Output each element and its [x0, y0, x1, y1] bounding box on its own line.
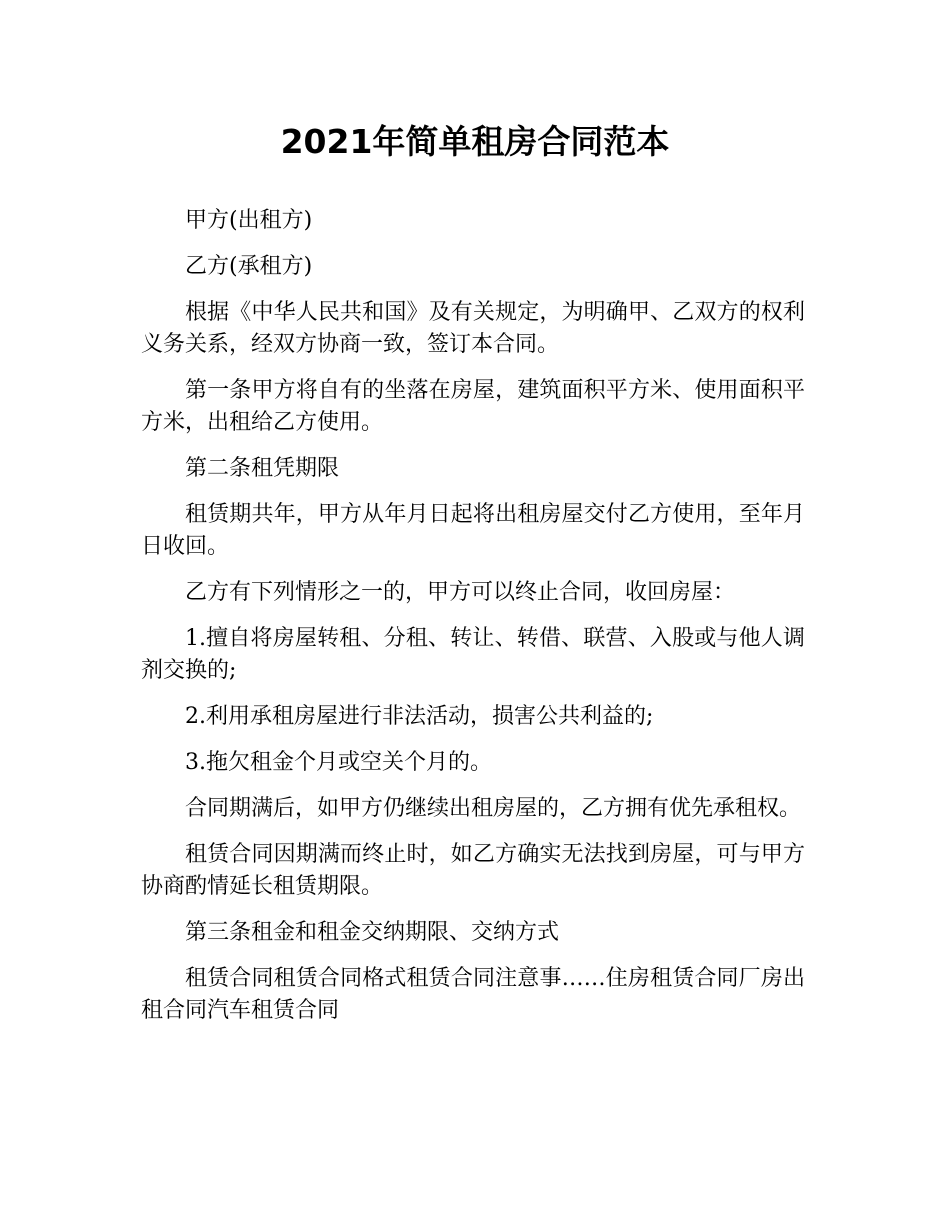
paragraph-related-links: 租赁合同租赁合同格式租赁合同注意事……住房租赁合同厂房出租合同汽车租赁合同: [141, 966, 805, 1023]
paragraph-priority-renewal: 合同期满后，如甲方仍继续出租房屋的，乙方拥有优先承租权。: [185, 796, 802, 821]
paragraph-article-1: 第一条甲方将自有的坐落在房屋，建筑面积平方米、使用面积平方米，出租给乙方使用。: [141, 378, 805, 435]
document-title: 2021年简单租房合同范本: [280, 122, 670, 161]
paragraph-condition-3: 3.拖欠租金个月或空关个月的。: [185, 750, 492, 775]
paragraph-condition-2: 2.利用承租房屋进行非法活动，损害公共利益的;: [185, 704, 654, 729]
paragraph-lease-term: 租赁期共年，甲方从年月日起将出租房屋交付乙方使用，至年月日收回。: [141, 502, 805, 559]
paragraph-party-b: 乙方(承租方): [185, 254, 313, 279]
paragraph-condition-1: 1.擅自将房屋转租、分租、转让、转借、联营、入股或与他人调剂交换的;: [141, 626, 805, 683]
paragraph-preamble: 根据《中华人民共和国》及有关规定，为明确甲、乙双方的权利义务关系，经双方协商一致，签订本合同。: [141, 300, 805, 357]
paragraph-article-2-heading: 第二条租凭期限: [185, 456, 340, 481]
paragraph-termination-conditions: 乙方有下列情形之一的，甲方可以终止合同，收回房屋：: [185, 580, 736, 605]
paragraph-extension: 租赁合同因期满而终止时，如乙方确实无法找到房屋，可与甲方协商酌情延长租赁期限。: [141, 842, 805, 899]
paragraph-party-a: 甲方(出租方): [185, 208, 313, 233]
paragraph-article-3-heading: 第三条租金和租金交纳期限、交纳方式: [185, 920, 560, 945]
document-body: [141, 205, 805, 1041]
